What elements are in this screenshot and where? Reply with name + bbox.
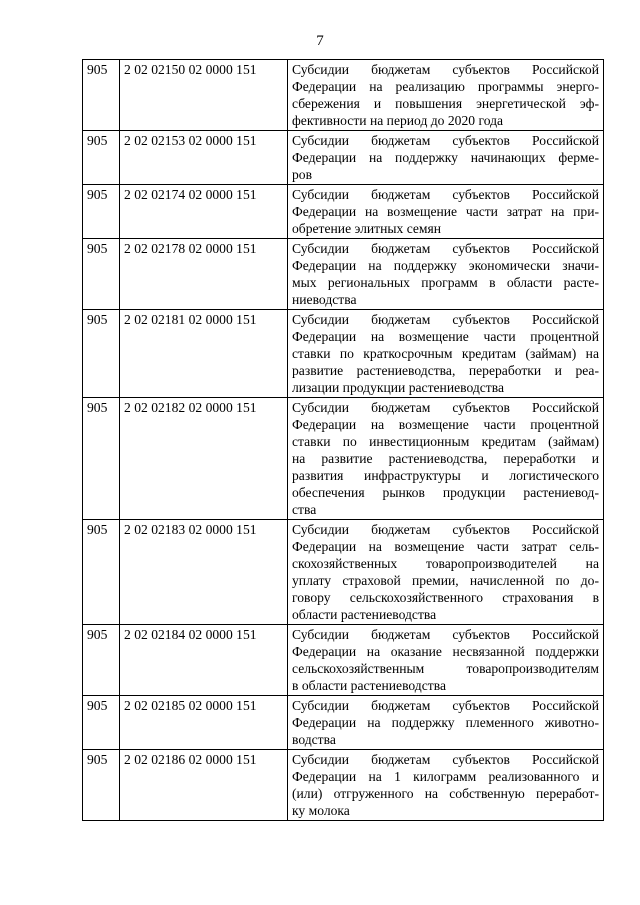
budget-classification-code-cell: 2 02 02185 02 0000 151 xyxy=(120,696,288,750)
description-line: ставки по инвестиционным кредитам (займам) xyxy=(292,434,599,449)
description-line: (или) отгруженного на собственную переработ- xyxy=(292,786,599,801)
description-line: Федерации на возмещение части затрат на при- xyxy=(292,204,599,219)
description-line: Субсидии бюджетам субъектов Российской xyxy=(292,400,599,415)
admin-code-cell: 905 xyxy=(83,60,120,131)
description-line: Федерации на поддержку племенного животно- xyxy=(292,715,599,730)
description-line: Субсидии бюджетам субъектов Российской xyxy=(292,187,599,202)
description-cell xyxy=(288,60,604,131)
admin-code-cell: 905 xyxy=(83,520,120,625)
budget-classification-code-cell: 2 02 02150 02 0000 151 xyxy=(120,60,288,131)
description-line: Субсидии бюджетам субъектов Российской xyxy=(292,62,599,77)
table-row xyxy=(83,60,604,131)
description-line: Федерации на возмещение части процентной xyxy=(292,417,599,432)
table-row xyxy=(83,625,604,696)
admin-code-cell: 905 xyxy=(83,131,120,185)
description-line: области растениеводства xyxy=(292,607,437,622)
description-line: Федерации на возмещение части процентной xyxy=(292,329,599,344)
description-line: в области растениеводства xyxy=(292,678,446,693)
admin-code-cell: 905 xyxy=(83,239,120,310)
table-row xyxy=(83,131,604,185)
description-line: Субсидии бюджетам субъектов Российской xyxy=(292,133,599,148)
budget-classification-code-cell: 2 02 02186 02 0000 151 xyxy=(120,750,288,821)
admin-code-cell: 905 xyxy=(83,185,120,239)
description-line: Субсидии бюджетам субъектов Российской xyxy=(292,752,599,767)
description-line: фективности на период до 2020 года xyxy=(292,113,504,128)
budget-classification-code-cell: 2 02 02178 02 0000 151 xyxy=(120,239,288,310)
description-line: развития инфраструктуры и логистического xyxy=(292,468,599,483)
description-cell xyxy=(288,520,604,625)
budget-classification-code-cell: 2 02 02181 02 0000 151 xyxy=(120,310,288,398)
budget-classification-code-cell: 2 02 02182 02 0000 151 xyxy=(120,398,288,520)
table-row xyxy=(83,520,604,625)
budget-revenue-table xyxy=(82,59,604,821)
admin-code-cell: 905 xyxy=(83,398,120,520)
description-cell xyxy=(288,131,604,185)
description-line: лизации продукции растениеводства xyxy=(292,380,505,395)
budget-classification-code-cell: 2 02 02174 02 0000 151 xyxy=(120,185,288,239)
budget-classification-code-cell: 2 02 02184 02 0000 151 xyxy=(120,625,288,696)
description-line: водства xyxy=(292,732,336,747)
description-line: Федерации на поддержку начинающих фермe- xyxy=(292,150,599,165)
admin-code-cell: 905 xyxy=(83,750,120,821)
description-line: Субсидии бюджетам субъектов Российской xyxy=(292,241,599,256)
description-line: говору сельскохозяйственного страхования в xyxy=(292,590,599,605)
description-line: ку молока xyxy=(292,803,350,818)
description-cell xyxy=(288,239,604,310)
table-row xyxy=(83,398,604,520)
budget-classification-code-cell: 2 02 02183 02 0000 151 xyxy=(120,520,288,625)
page-number: 7 xyxy=(316,33,324,49)
table-row xyxy=(83,185,604,239)
description-line: Субсидии бюджетам субъектов Российской xyxy=(292,312,599,327)
description-cell xyxy=(288,185,604,239)
description-cell xyxy=(288,398,604,520)
description-line: развитие растениеводства, переработки и реа- xyxy=(292,363,599,378)
description-line: Федерации на поддержку экономически значи- xyxy=(292,258,599,273)
table-body xyxy=(83,60,604,821)
description-line: ниеводства xyxy=(292,292,357,307)
description-line: Федерации на реализацию программы энерго- xyxy=(292,79,599,94)
table-row xyxy=(83,696,604,750)
description-line: сбережения и повышения энергетической эф- xyxy=(292,96,599,111)
description-line: обретение элитных семян xyxy=(292,221,442,236)
description-line: сельскохозяйственным товаропроизводителям xyxy=(292,661,599,676)
description-line: Федерации на возмещение части затрат сель- xyxy=(292,539,599,554)
description-line: ров xyxy=(292,167,313,182)
description-line: Субсидии бюджетам субъектов Российской xyxy=(292,522,599,537)
description-line: мых региональных программ в области расте- xyxy=(292,275,599,290)
description-line: скохозяйственных товаропроизводителей на xyxy=(292,556,599,571)
table-row xyxy=(83,239,604,310)
description-cell xyxy=(288,625,604,696)
description-line: ставки по краткосрочным кредитам (займам) на xyxy=(292,346,599,361)
budget-classification-code-cell: 2 02 02153 02 0000 151 xyxy=(120,131,288,185)
description-cell xyxy=(288,696,604,750)
description-line: Субсидии бюджетам субъектов Российской xyxy=(292,627,599,642)
table-row xyxy=(83,750,604,821)
description-cell xyxy=(288,310,604,398)
admin-code-cell: 905 xyxy=(83,310,120,398)
description-line: Субсидии бюджетам субъектов Российской xyxy=(292,698,599,713)
table-row xyxy=(83,310,604,398)
description-line: ства xyxy=(292,502,317,517)
description-line: обеспечения рынков продукции растениевод- xyxy=(292,485,599,500)
description-line: уплату страховой премии, начисленной по до- xyxy=(292,573,599,588)
admin-code-cell: 905 xyxy=(83,696,120,750)
description-cell xyxy=(288,750,604,821)
description-line: Федерации на оказание несвязанной поддержки xyxy=(292,644,599,659)
description-line: Федерации на 1 килограмм реализованного и xyxy=(292,769,599,784)
admin-code-cell: 905 xyxy=(83,625,120,696)
description-line: на развитие растениеводства, переработки и xyxy=(292,451,599,466)
